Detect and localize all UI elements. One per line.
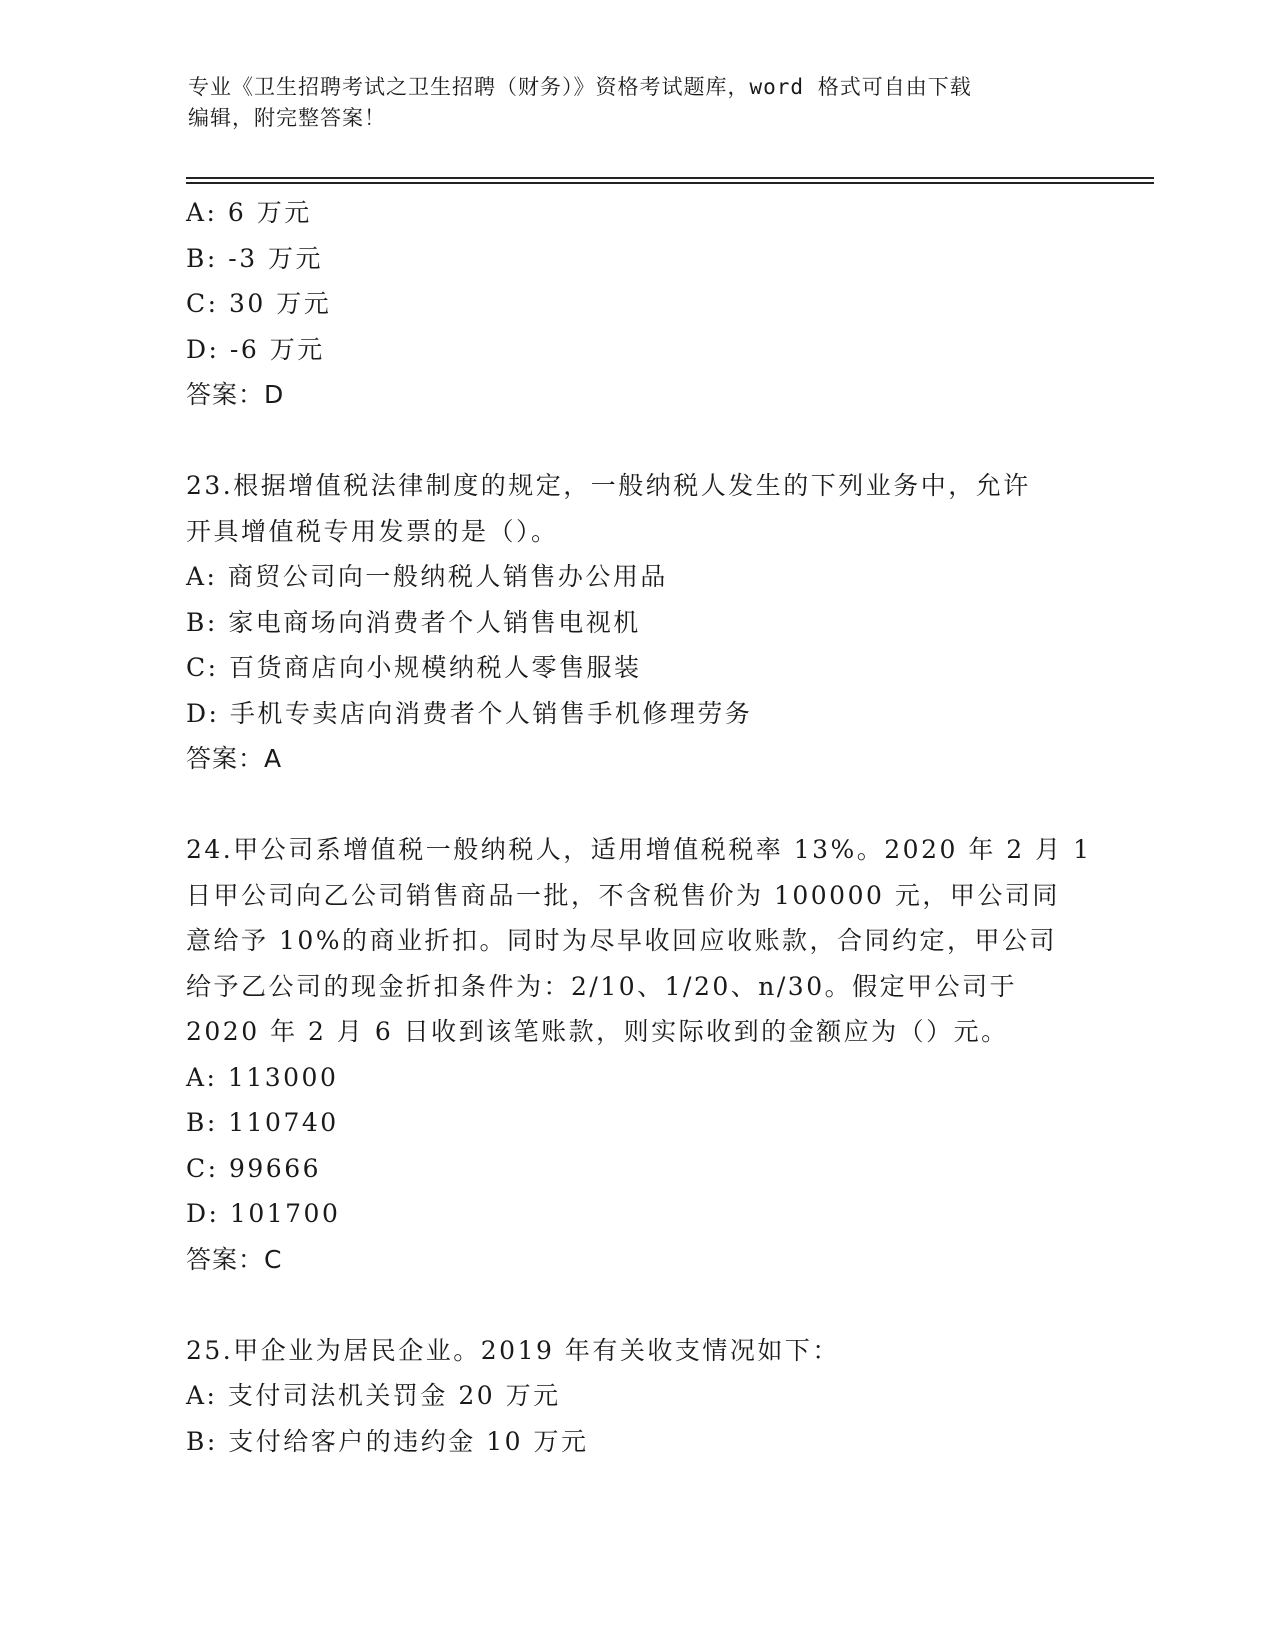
question-stem-line: 日甲公司向乙公司销售商品一批，不含税售价为 100000 元，甲公司同 xyxy=(186,880,1060,910)
answer-line: 答案：D xyxy=(186,380,285,409)
option-d: D: 101700 xyxy=(186,1199,341,1228)
document-header xyxy=(188,72,1068,134)
question-content xyxy=(186,190,1092,1464)
option-b: B: -3 万元 xyxy=(186,243,324,273)
question-stem-line: 意给予 10%的商业折扣。同时为尽早收回应收账款，合同约定，甲公司 xyxy=(186,926,1058,955)
option-d: D: 手机专卖店向消费者个人销售手机修理劳务 xyxy=(186,698,753,728)
option-a: A: 113000 xyxy=(186,1062,339,1092)
question-stem-line: 2020 年 2 月 6 日收到该笔账款，则实际收到的金额应为（）元。 xyxy=(186,1017,1009,1046)
spacer xyxy=(186,1282,1086,1328)
question-24 xyxy=(186,827,1092,1282)
option-c: C: 百货商店向小规模纳税人零售服装 xyxy=(186,653,642,682)
option-a: A: 6 万元 xyxy=(186,198,312,227)
spacer xyxy=(186,418,1086,464)
question-stem-line: 开具增值税专用发票的是（）。 xyxy=(186,516,559,546)
option-d: D: -6 万元 xyxy=(186,334,325,364)
question-stem-line: 给予乙公司的现金折扣条件为：2/10、1/20、n/30。假定甲公司于 xyxy=(186,971,1018,1001)
question-23 xyxy=(186,463,1086,782)
option-c: C: 99666 xyxy=(186,1153,322,1183)
question-25 xyxy=(186,1328,1086,1465)
answer-line: 答案：A xyxy=(186,744,283,773)
option-a: A: 支付司法机关罚金 20 万元 xyxy=(186,1381,561,1410)
answer-line: 答案：C xyxy=(186,1244,283,1274)
header-line-2: 编辑，附完整答案！ xyxy=(188,106,386,130)
question-22-tail xyxy=(186,190,1086,418)
option-c: C: 30 万元 xyxy=(186,289,332,318)
spacer xyxy=(186,782,1086,828)
question-stem-line: 24.甲公司系增值税一般纳税人，适用增值税税率 13%。2020 年 2 月 1 xyxy=(186,835,1092,864)
option-b: B: 110740 xyxy=(186,1108,339,1137)
question-stem-line: 25.甲企业为居民企业。2019 年有关收支情况如下： xyxy=(186,1335,840,1365)
option-b: B: 支付给客户的违约金 10 万元 xyxy=(186,1426,589,1456)
question-stem-line: 23.根据增值税法律制度的规定，一般纳税人发生的下列业务中，允许 xyxy=(186,471,1031,500)
option-a: A: 商贸公司向一般纳税人销售办公用品 xyxy=(186,562,668,591)
header-line-1: 专业《卫生招聘考试之卫生招聘（财务）》资格考试题库，word 格式可自由下载 xyxy=(188,75,972,99)
header-divider-bottom xyxy=(186,182,1154,184)
option-b: B: 家电商场向消费者个人销售电视机 xyxy=(186,607,641,637)
header-divider-top xyxy=(186,177,1154,179)
